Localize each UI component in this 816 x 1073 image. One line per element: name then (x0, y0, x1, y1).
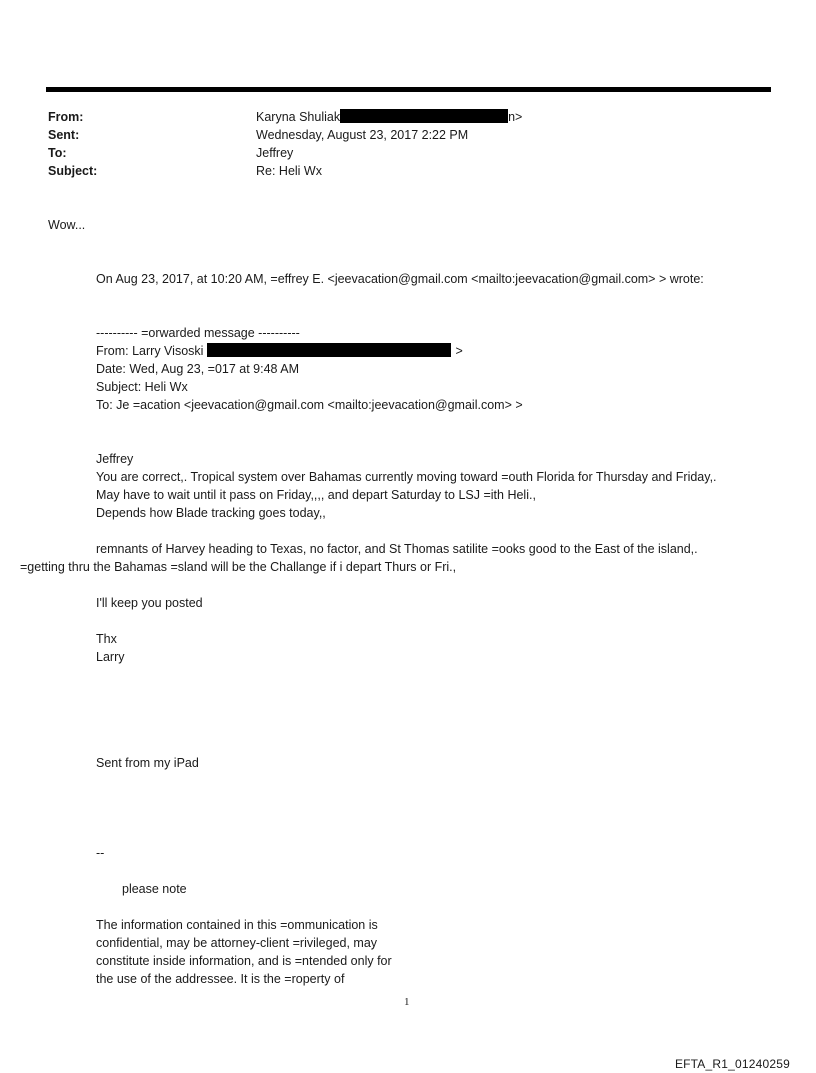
from-value (256, 108, 522, 126)
subject-value: Re: Heli Wx (256, 164, 322, 178)
redaction-from-email (340, 109, 508, 123)
forward-from-label: From: Larry Visoski (96, 344, 204, 358)
page-number: 1 (404, 996, 410, 1008)
sent-value: Wednesday, August 23, 2017 2:22 PM (256, 128, 469, 142)
to-value: Jeffrey (256, 146, 294, 160)
paragraph-1-line-1: You are correct,. Tropical system over Bahamas currently moving toward =outh Florida for Thursday and Friday,. (96, 470, 717, 484)
forward-marker: ---------- =orwarded message ---------- (96, 326, 300, 340)
disclaimer-line-1: The information contained in this =ommunication is (96, 918, 378, 932)
from-tail: n> (508, 110, 523, 124)
disclaimer-line-2: confidential, may be attorney-client =rivileged, may (96, 936, 378, 950)
sent-from-ipad: Sent from my iPad (96, 756, 199, 770)
redaction-forward-email (207, 343, 451, 357)
to-label: To: (48, 146, 67, 160)
signature-dashes: -- (96, 846, 105, 860)
disclaimer-line-3: constitute inside information, and is =ntended only for (96, 954, 392, 968)
forward-from-tail: > (455, 344, 463, 358)
thanks: Thx (96, 632, 117, 646)
email-header (48, 108, 748, 183)
paragraph-2-line-1: remnants of Harvey heading to Texas, no factor, and St Thomas satilite =ooks good to the East of the island,. (96, 542, 698, 556)
please-note: please note (122, 882, 187, 896)
disclaimer-line-4: the use of the addressee. It is the =roperty of (96, 972, 345, 986)
from-label: From: (48, 110, 84, 124)
paragraph-1-line-2: May have to wait until it pass on Friday,,,, and depart Saturday to LSJ =ith Heli., (96, 488, 536, 502)
sent-label: Sent: (48, 128, 80, 142)
paragraph-3: I'll keep you posted (96, 596, 203, 610)
greeting: Jeffrey (96, 452, 134, 466)
forward-subject: Subject: Heli Wx (96, 380, 188, 394)
from-name: Karyna Shuliak (256, 110, 341, 124)
paragraph-2-line-2: =getting thru the Bahamas =sland will be the Challange if i depart Thurs or Fri., (20, 560, 457, 574)
reply-text: Wow... (48, 218, 86, 232)
forward-date: Date: Wed, Aug 23, =017 at 9:48 AM (96, 362, 300, 376)
signature: Larry (96, 650, 125, 664)
forward-from (96, 342, 463, 360)
quote-intro: On Aug 23, 2017, at 10:20 AM, =effrey E. <jeevacation@gmail.com <mailto:jeevacation@gmail.com> > wrote: (96, 272, 704, 286)
paragraph-1-line-3: Depends how Blade tracking goes today,, (96, 506, 326, 520)
header-rule (46, 87, 771, 92)
subject-label: Subject: (48, 164, 98, 178)
forward-to: To: Je =acation <jeevacation@gmail.com <mailto:jeevacation@gmail.com> > (96, 398, 523, 412)
document-id: EFTA_R1_01240259 (674, 1057, 790, 1071)
